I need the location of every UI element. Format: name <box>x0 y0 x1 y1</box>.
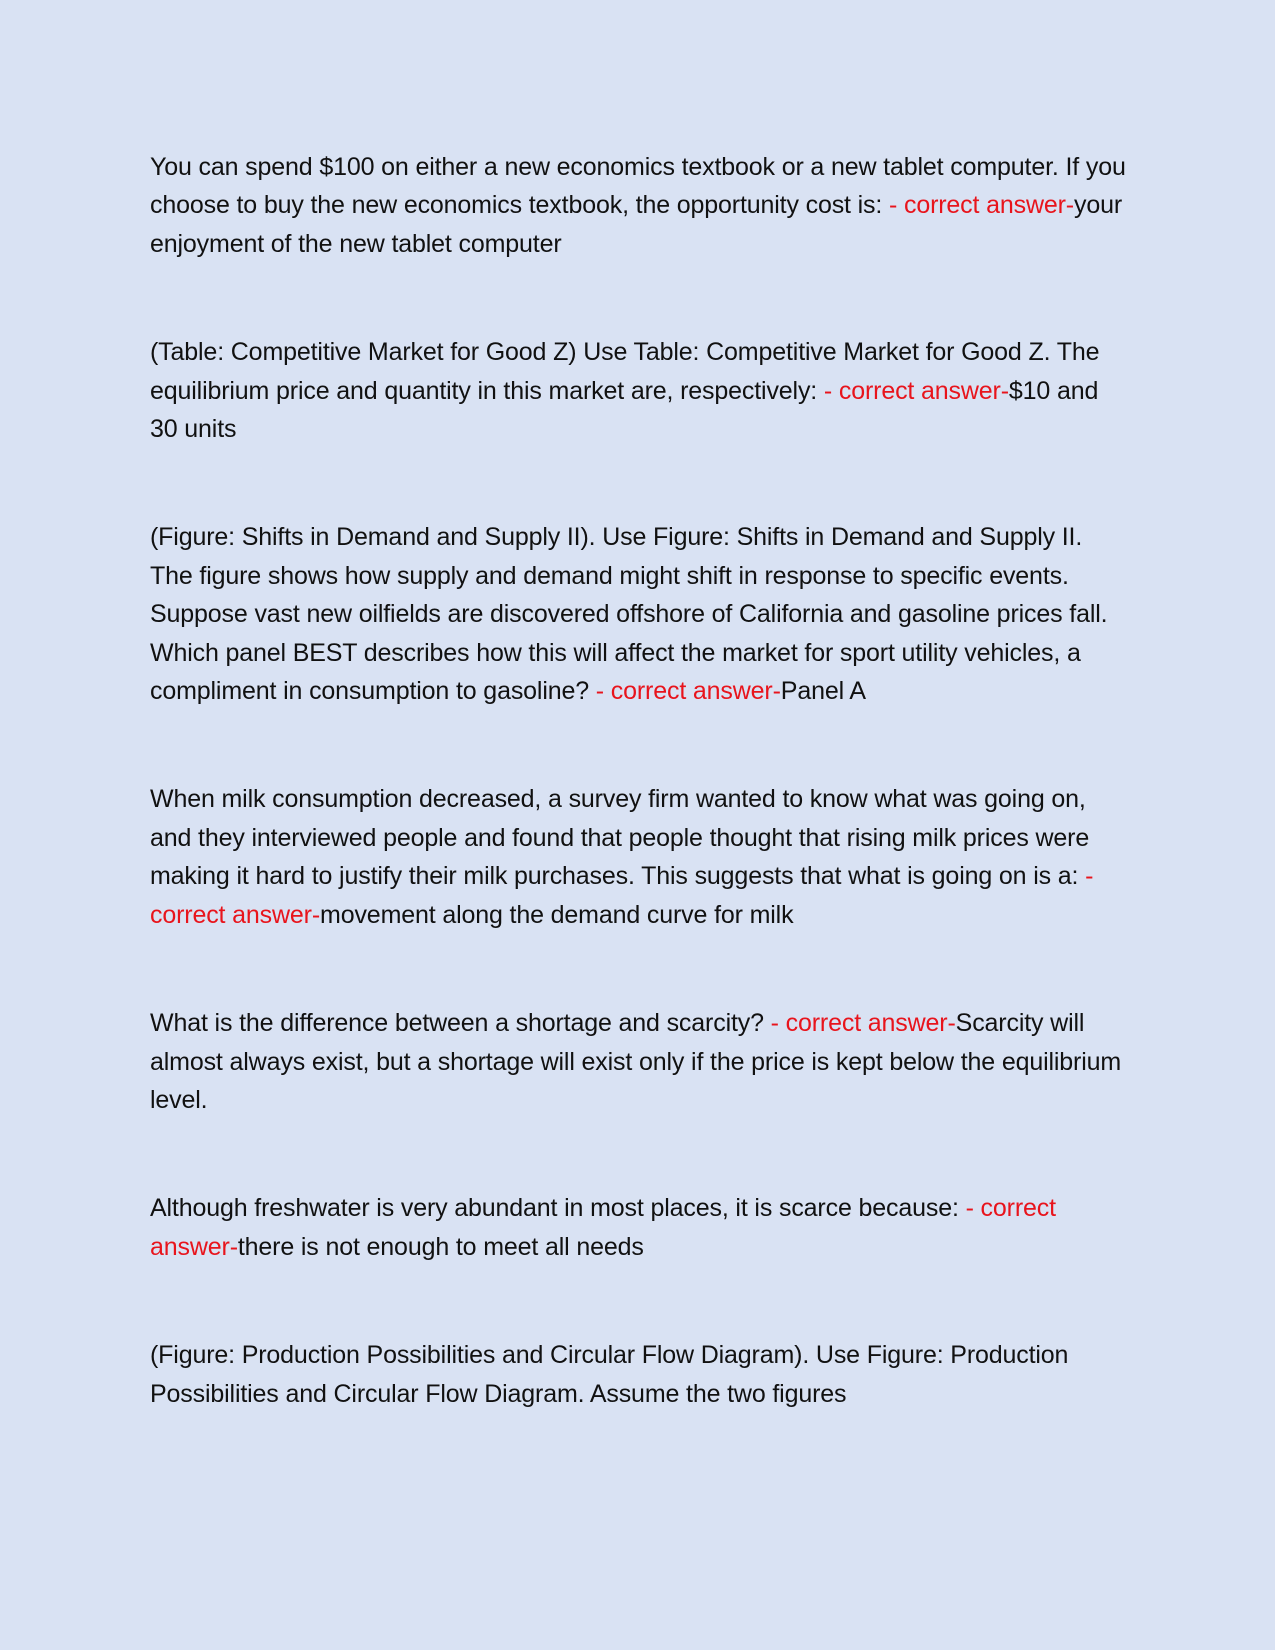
correct-answer-marker: - correct answer- <box>150 862 1094 929</box>
qa-item-6 <box>150 1189 1130 1266</box>
correct-answer-marker: - correct answer- <box>823 376 1009 405</box>
answer-text: $10 and 30 units <box>150 376 1099 444</box>
correct-answer-marker: - correct answer- <box>150 1194 1056 1261</box>
qa-item-5 <box>150 1004 1130 1119</box>
question-text: When milk consumption decreased, a survey firm wanted to know what was going on, and they interviewed people and found that people thought that rising milk prices were making it hard to justify their milk purchases. This suggests that what is going on is a: <box>150 785 1090 891</box>
question-text: You can spend $100 on either a new economics textbook or a new tablet computer. If you choose to buy the new economics textbook, the opportunity cost is: <box>150 153 1126 220</box>
question-text: (Figure: Production Possibilities and Circular Flow Diagram). Use Figure: Production Possibilities and Circular Flow Diagram. Assume the two figures <box>150 1341 1069 1408</box>
question-text: (Figure: Shifts in Demand and Supply II). Use Figure: Shifts in Demand and Supply II. The figure shows how supply and demand might shift in response to specific events. Suppose vast new oilfields are discovered offshore of California and gasoline prices fall. Which panel BEST describes how this will affect the market for sport utility vehicles, a compliment in consumption to gasoline? <box>150 523 1108 706</box>
answer-text: your enjoyment of the new tablet computer <box>150 191 1123 258</box>
qa-item-3 <box>150 518 1130 710</box>
qa-item-4 <box>150 780 1130 934</box>
answer-text: there is not enough to meet all needs <box>237 1232 644 1261</box>
question-text: (Table: Competitive Market for Good Z) Use Table: Competitive Market for Good Z. The equilibrium price and quantity in this market are, respectively: <box>150 338 1100 405</box>
document-body <box>150 148 1130 1483</box>
question-text: Although freshwater is very abundant in most places, it is scarce because: <box>150 1194 966 1223</box>
answer-text: Panel A <box>780 677 866 706</box>
answer-text: movement along the demand curve for milk <box>320 900 794 929</box>
qa-item-1 <box>150 148 1130 263</box>
qa-item-7-partial <box>150 1336 1130 1413</box>
correct-answer-marker: - correct answer- <box>770 1009 956 1038</box>
question-text: What is the difference between a shortage and scarcity? <box>150 1009 771 1038</box>
correct-answer-marker: - correct answer- <box>889 191 1074 220</box>
qa-item-2 <box>150 333 1130 448</box>
correct-answer-marker: - correct answer- <box>595 677 781 706</box>
answer-text: Scarcity will almost always exist, but a shortage will exist only if the price is kept below the equilibrium level. <box>150 1009 1122 1114</box>
